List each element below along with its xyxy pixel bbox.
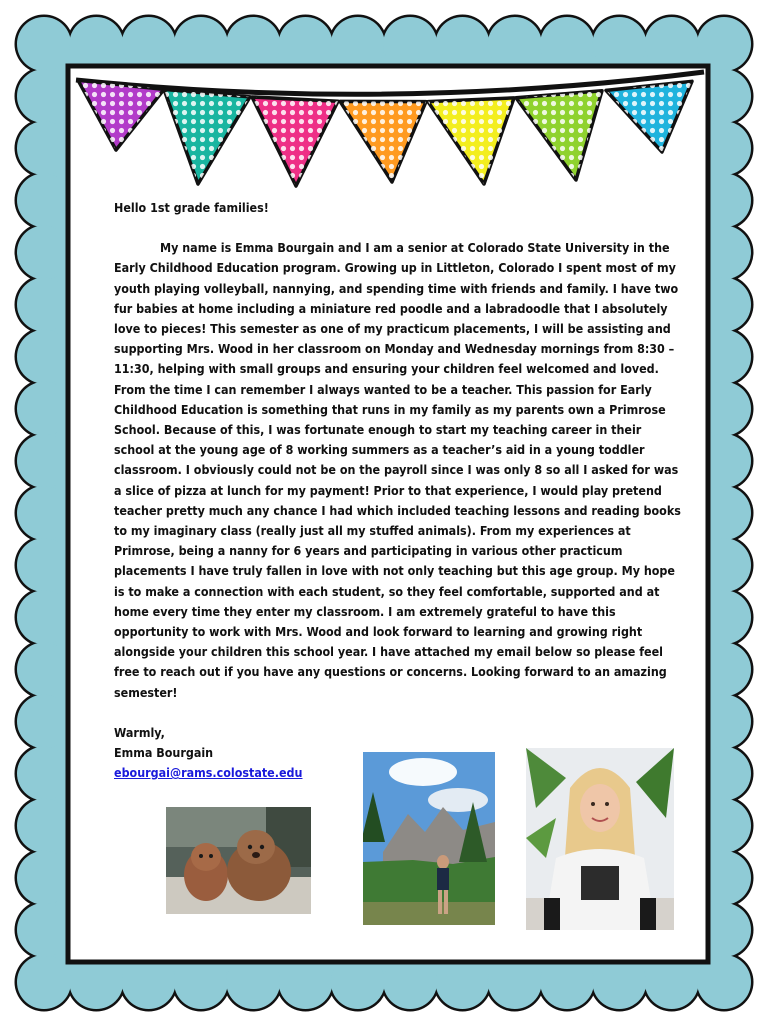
greeting: Hello 1st grade families!	[114, 200, 269, 215]
closing-line: Warmly,	[114, 724, 165, 740]
portrait-photo	[526, 748, 674, 930]
letter-body: My name is Emma Bourgain and I am a senior at Colorado State University in the Early Childhood Education program. Growing up in Littleton, Colorado I spent most of my youth playing volleyball, nannying, and spending time with friends and family. I have two fur babies at home including a miniature red poodle and a labradoodle that I absolutely love to pieces! This semester as one of my practicum placements, I will be assisting and supporting Mrs. Wood in her classroom on Monday and Wednesday mornings from 8:30 – 11:30, helping with small groups and ensuring your children feel welcomed and loved. From the time I can remember I always wanted to be a teacher. This passion for Early Childhood Education is something that runs in my family as my parents own a Primrose School. Because of this, I was fortunate enough to start my teaching career in their school at the young age of 8 working summers as a teacher’s aid in a young toddler classroom. I obviously could not be on the payroll since I was only 8 so all I asked for was a slice of pizza at lunch for my payment! Prior to that experience, I would play pretend teacher pretty much any chance I had which included teaching lessons and reading books to my imaginary class (really just all my stuffed animals). From my experiences at Primrose, being a nanny for 6 years and participating in various other practicum placements I have truly fallen in love with not only teaching but this age group. My hope is to make a connection with each student, so they feel comfortable, supported and at home every time they enter my classroom. I am extremely grateful to have this opportunity to work with Mrs. Wood and look forward to learning and growing right alongside your children this school year. I have attached my email below so please feel free to reach out if you have any questions or concerns. Looking forward to an amazing semester!	[114, 240, 681, 700]
letter-content	[114, 198, 684, 783]
signature-name: Emma Bourgain	[114, 745, 214, 761]
hiking-photo	[363, 752, 495, 925]
email-link[interactable]: ebourgai@rams.colostate.edu	[114, 765, 303, 781]
dogs-photo	[166, 807, 311, 914]
